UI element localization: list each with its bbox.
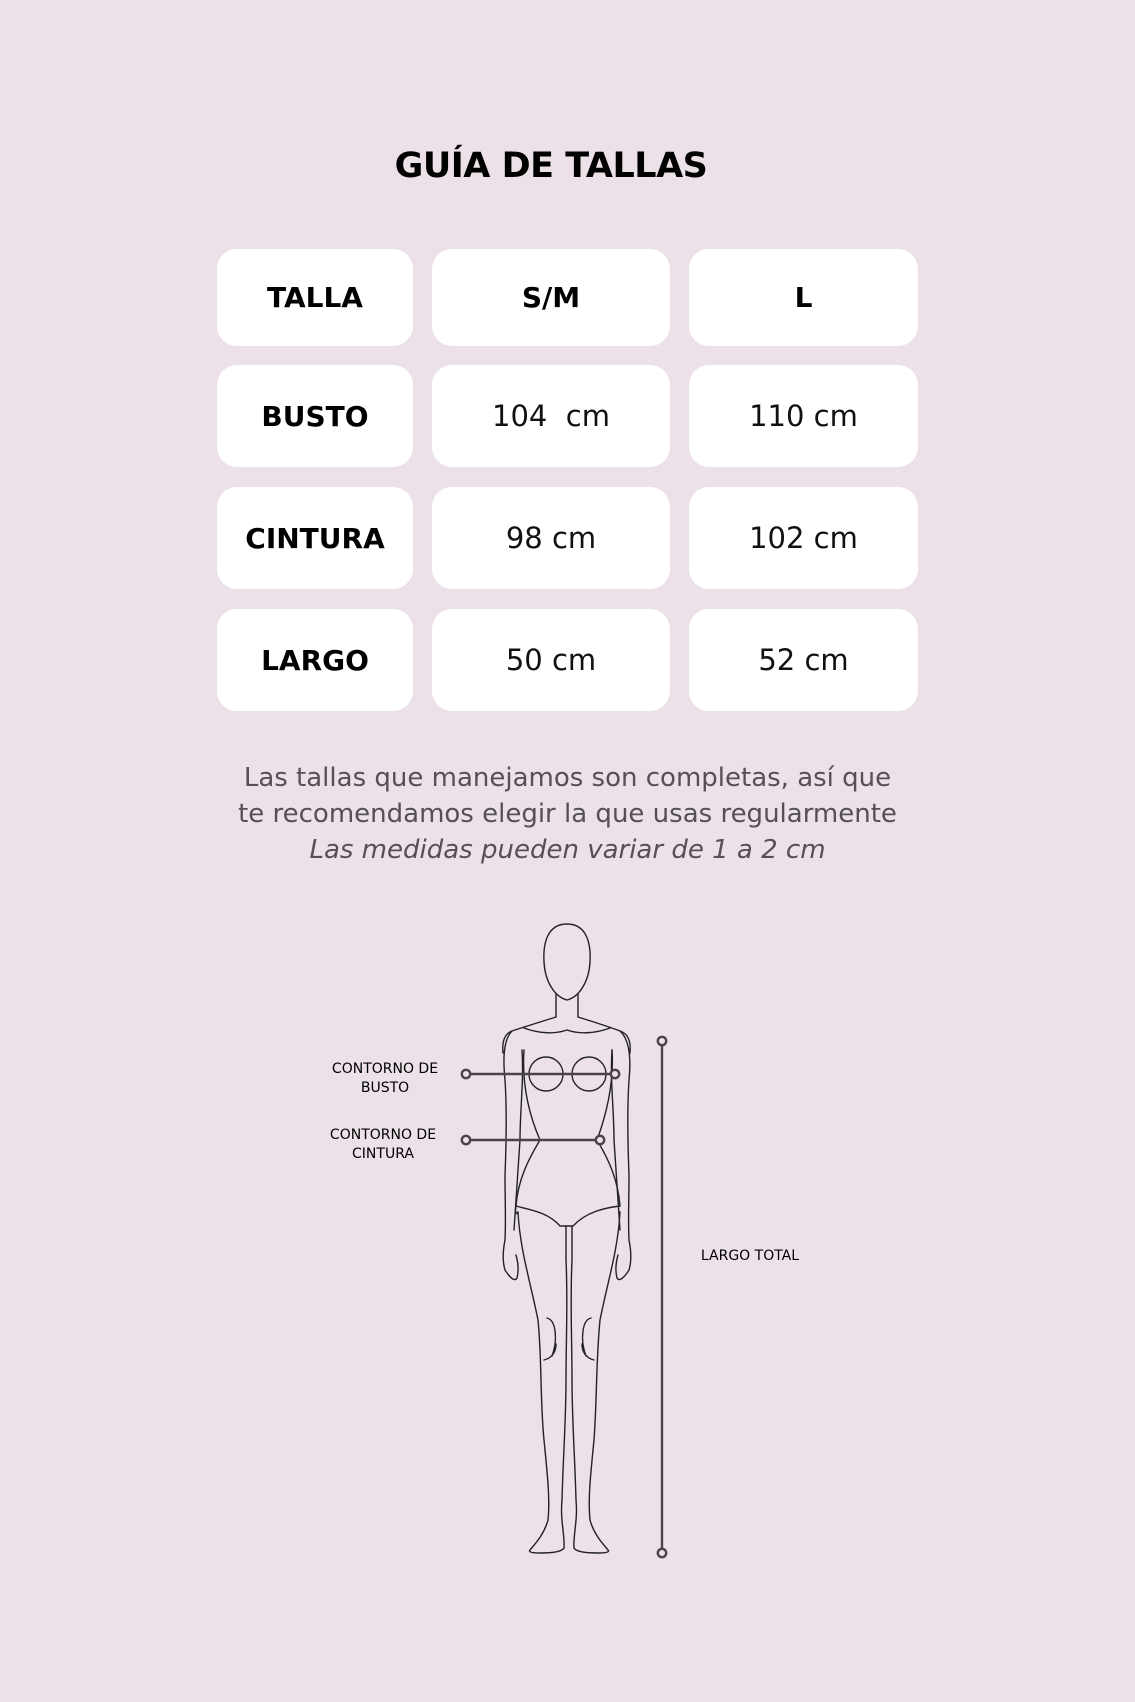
length-label: LARGO TOTAL	[700, 1248, 800, 1264]
note-line-1: Las tallas que manejamos son completas, así que	[243, 763, 892, 793]
table-header-l: L	[689, 249, 918, 346]
table-cell-largo-sm: 50 cm	[432, 609, 670, 711]
note-line-2: te recomendamos elegir la que usas regularmente	[238, 799, 897, 829]
table-row-label-largo: LARGO	[217, 609, 413, 711]
note-line-3: Las medidas pueden variar de 1 a 2 cm	[309, 835, 826, 865]
table-cell-largo-l: 52 cm	[689, 609, 918, 711]
table-row-label-busto: BUSTO	[217, 365, 413, 467]
waist-label-line-1: CONTORNO DE	[329, 1127, 437, 1143]
waist-measure-line	[462, 1136, 604, 1144]
table-header-sm: S/M	[432, 249, 670, 346]
mannequin-outline-icon	[503, 924, 631, 1553]
table-cell-cintura-sm: 98 cm	[432, 487, 670, 589]
bust-label-line-2: BUSTO	[360, 1080, 410, 1096]
bust-measure-line	[462, 1070, 619, 1078]
table-header-talla: TALLA	[217, 249, 413, 346]
waist-label	[318, 1126, 448, 1164]
waist-label-line-2: CINTURA	[352, 1146, 414, 1162]
page-title: GUÍA DE TALLAS	[394, 146, 708, 186]
table-cell-busto-sm: 104 cm	[432, 365, 670, 467]
table-cell-cintura-l: 102 cm	[689, 487, 918, 589]
bust-label-line-1: CONTORNO DE	[331, 1061, 439, 1077]
table-row-label-cintura: CINTURA	[217, 487, 413, 589]
table-cell-busto-l: 110 cm	[689, 365, 918, 467]
length-measure-line	[658, 1037, 666, 1557]
bust-label	[320, 1060, 450, 1098]
